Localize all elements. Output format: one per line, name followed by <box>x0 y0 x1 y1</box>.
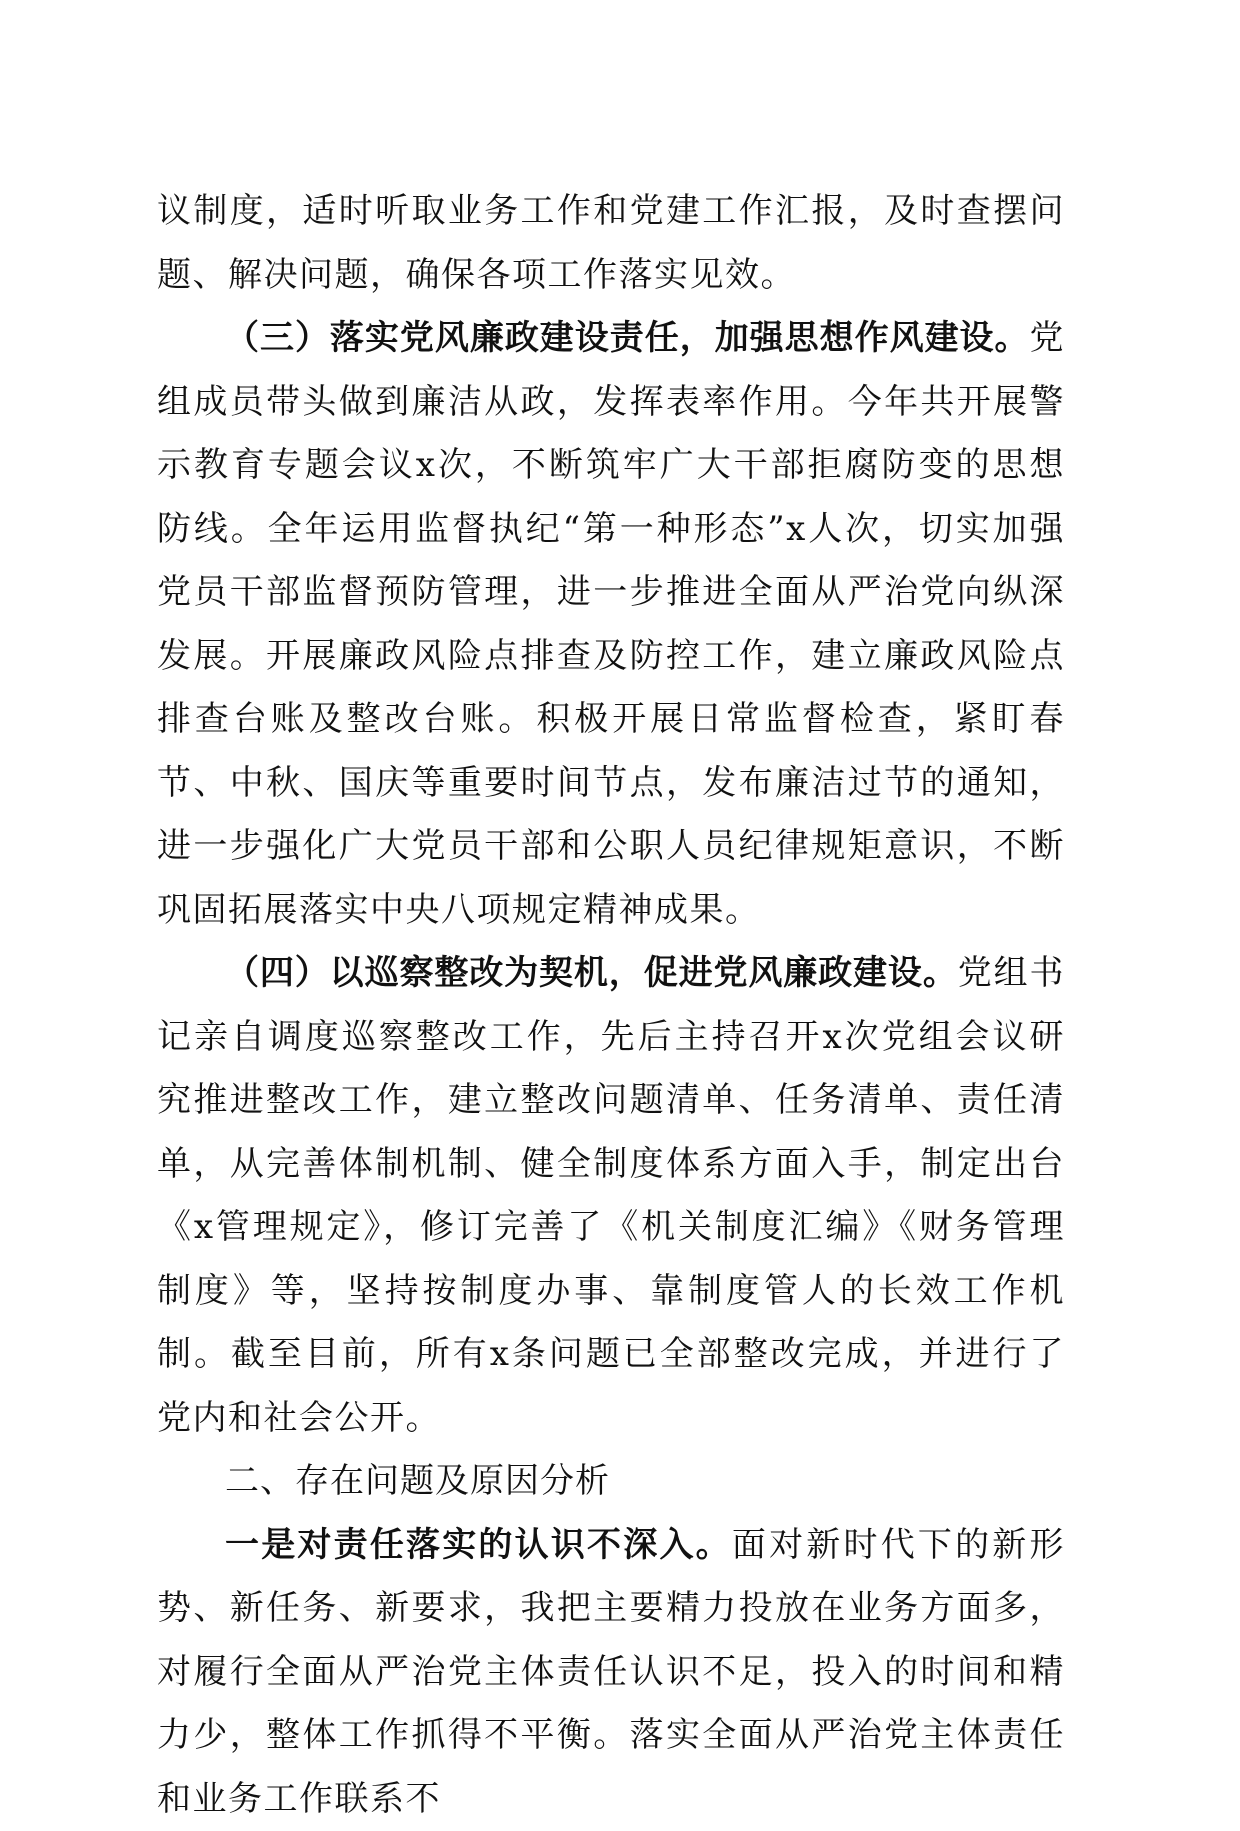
problem-heading: 一是对责任落实的认识不深入。 <box>225 1525 732 1565</box>
subsection-heading: （三）落实党风廉政建设责任，加强思想作风建设。 <box>225 318 1030 358</box>
paragraph-problem-1 <box>157 1514 1065 1831</box>
document-body <box>157 180 1065 1831</box>
paragraph-section-3 <box>157 307 1065 942</box>
paragraph-continuation <box>157 180 1065 307</box>
section-heading-problems <box>157 1450 1065 1514</box>
paragraph-section-4 <box>157 942 1065 1450</box>
paragraph-text: 面对新时代下的新形势、新任务、新要求，我把主要精力投放在业务方面多，对履行全面从严治党主体责任认识不足，投入的时间和精力少，整体工作抓得不平衡。落实全面从严治党主体责任和业务工作联系不 <box>157 1525 1065 1819</box>
paragraph-text: 党组书记亲自调度巡察整改工作，先后主持召开x次党组会议研究推进整改工作，建立整改问题清单、任务清单、责任清单，从完善体制机制、健全制度体系方面入手，制定出台《x管理规定》，修订完善了《机关制度汇编》《财务管理制度》等，坚持按制度办事、靠制度管人的长效工作机制。截至目前，所有x条问题已全部整改完成，并进行了党内和社会公开。 <box>157 953 1065 1438</box>
subsection-heading: （四）以巡察整改为契机，促进党风廉政建设。 <box>225 953 958 993</box>
paragraph-text: 议制度，适时听取业务工作和党建工作汇报，及时查摆问题、解决问题，确保各项工作落实见效。 <box>157 191 1065 295</box>
section-title: 二、存在问题及原因分析 <box>225 1461 610 1501</box>
paragraph-text: 党组成员带头做到廉洁从政，发挥表率作用。今年共开展警示教育专题会议x次，不断筑牢广大干部拒腐防变的思想防线。全年运用监督执纪“第一种形态”x人次，切实加强党员干部监督预防管理，进一步推进全面从严治党向纵深发展。开展廉政风险点排查及防控工作，建立廉政风险点排查台账及整改台账。积极开展日常监督检查，紧盯春节、中秋、国庆等重要时间节点，发布廉洁过节的通知，进一步强化广大党员干部和公职人员纪律规矩意识，不断巩固拓展落实中央八项规定精神成果。 <box>157 318 1065 930</box>
